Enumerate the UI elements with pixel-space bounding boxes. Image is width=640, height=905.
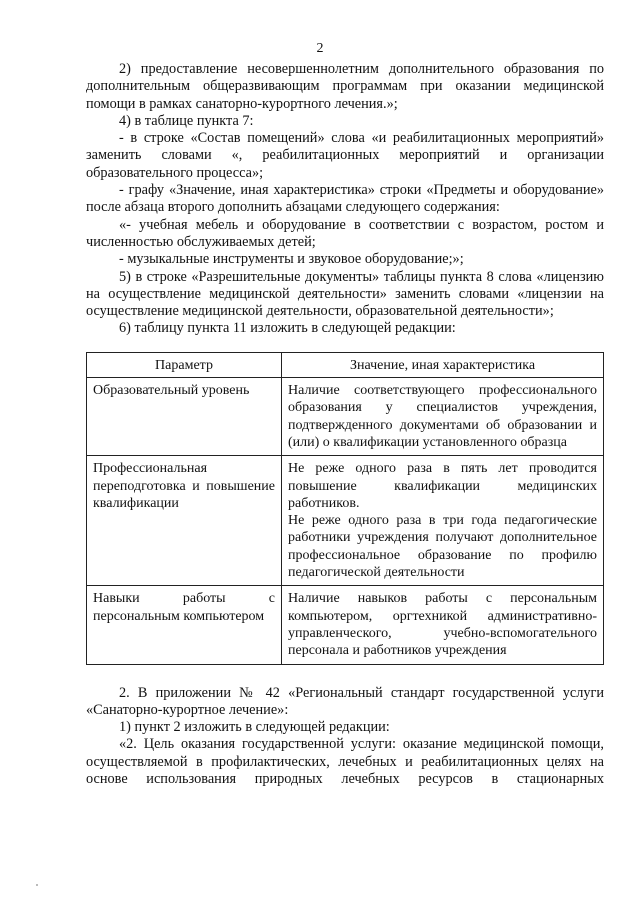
parameter-cell: Образовательный уровень bbox=[87, 378, 282, 456]
paragraph: 4) в таблице пункта 7: bbox=[119, 112, 254, 129]
page-number: 2 bbox=[316, 41, 324, 56]
parameter-table bbox=[86, 352, 604, 665]
amendment-list bbox=[86, 61, 604, 338]
value-text: Не реже одного раза в три года педагогические работники учреждения получают дополнительное профессиональное образование по профилю педагогической деятельности bbox=[288, 513, 597, 581]
table-row bbox=[87, 378, 604, 456]
table-body bbox=[87, 378, 604, 664]
appendix-amendment bbox=[86, 685, 604, 789]
table-row bbox=[87, 456, 604, 586]
paragraph: 2) предоставление несовершеннолетним дополнительного образования по дополнительным общеразвивающим программам при оказании медицинской помощи в рамках санаторно-курортного лечения.»; bbox=[86, 61, 604, 112]
value-cell bbox=[282, 378, 604, 456]
paragraph: - музыкальные инструменты и звуковое оборудование;»; bbox=[119, 251, 464, 268]
paragraph: 1) пункт 2 изложить в следующей редакции: bbox=[119, 719, 390, 736]
table-header-row bbox=[87, 352, 604, 377]
scan-speck bbox=[36, 884, 38, 886]
value-cell bbox=[282, 456, 604, 586]
document-body bbox=[86, 61, 604, 788]
paragraph: «- учебная мебель и оборудование в соответствии с возрастом, ростом и численностью обслуживаемых детей; bbox=[86, 216, 604, 250]
value-cell bbox=[282, 586, 604, 664]
paragraph: 2. В приложении № 42 «Региональный стандарт государственной услуги «Санаторно-курортное лечение»: bbox=[86, 684, 604, 718]
paragraph: «2. Цель оказания государственной услуги: оказание медицинской помощи, осуществляемой в профилактических, лечебных и реабилитационных целях на основе использования природных лечебных ресурсов в стационарных bbox=[86, 736, 604, 787]
parameter-cell: Профессиональная переподготовка и повышение квалификации bbox=[87, 456, 282, 586]
column-header-parameter: Параметр bbox=[87, 352, 282, 377]
parameter-cell: Навыки работы с персональным компьютером bbox=[87, 586, 282, 664]
value-text: Не реже одного раза в пять лет проводится повышение квалификации медицинских работников. bbox=[288, 461, 597, 511]
paragraph: 5) в строке «Разрешительные документы» таблицы пункта 8 слова «лицензию на осуществление медицинской деятельности» заменить словами «лицензии на осуществление медицинской деятельности, образовательной деятельности»; bbox=[86, 268, 604, 320]
paragraph: - в строке «Состав помещений» слова «и реабилитационных мероприятий» заменить словами «, реабилитационных мероприятий и организации образовательного процесса»; bbox=[86, 130, 604, 181]
value-text: Наличие соответствующего профессионального образования у специалистов учреждения, подтвержденного документами об образовании и (или) о квалификации установленного образца bbox=[288, 383, 597, 450]
paragraph: 6) таблицу пункта 11 изложить в следующей редакции: bbox=[119, 320, 456, 337]
table-row bbox=[87, 586, 604, 664]
value-text: Наличие навыков работы с персональным компьютером, оргтехникой административно-управленческого, учебно-вспомогательного персонала и работников учреждения bbox=[288, 591, 597, 659]
paragraph: - графу «Значение, иная характеристика» строки «Предметы и оборудование» после абзаца второго дополнить абзацами следующего содержания: bbox=[86, 182, 604, 216]
column-header-value: Значение, иная характеристика bbox=[282, 352, 604, 377]
